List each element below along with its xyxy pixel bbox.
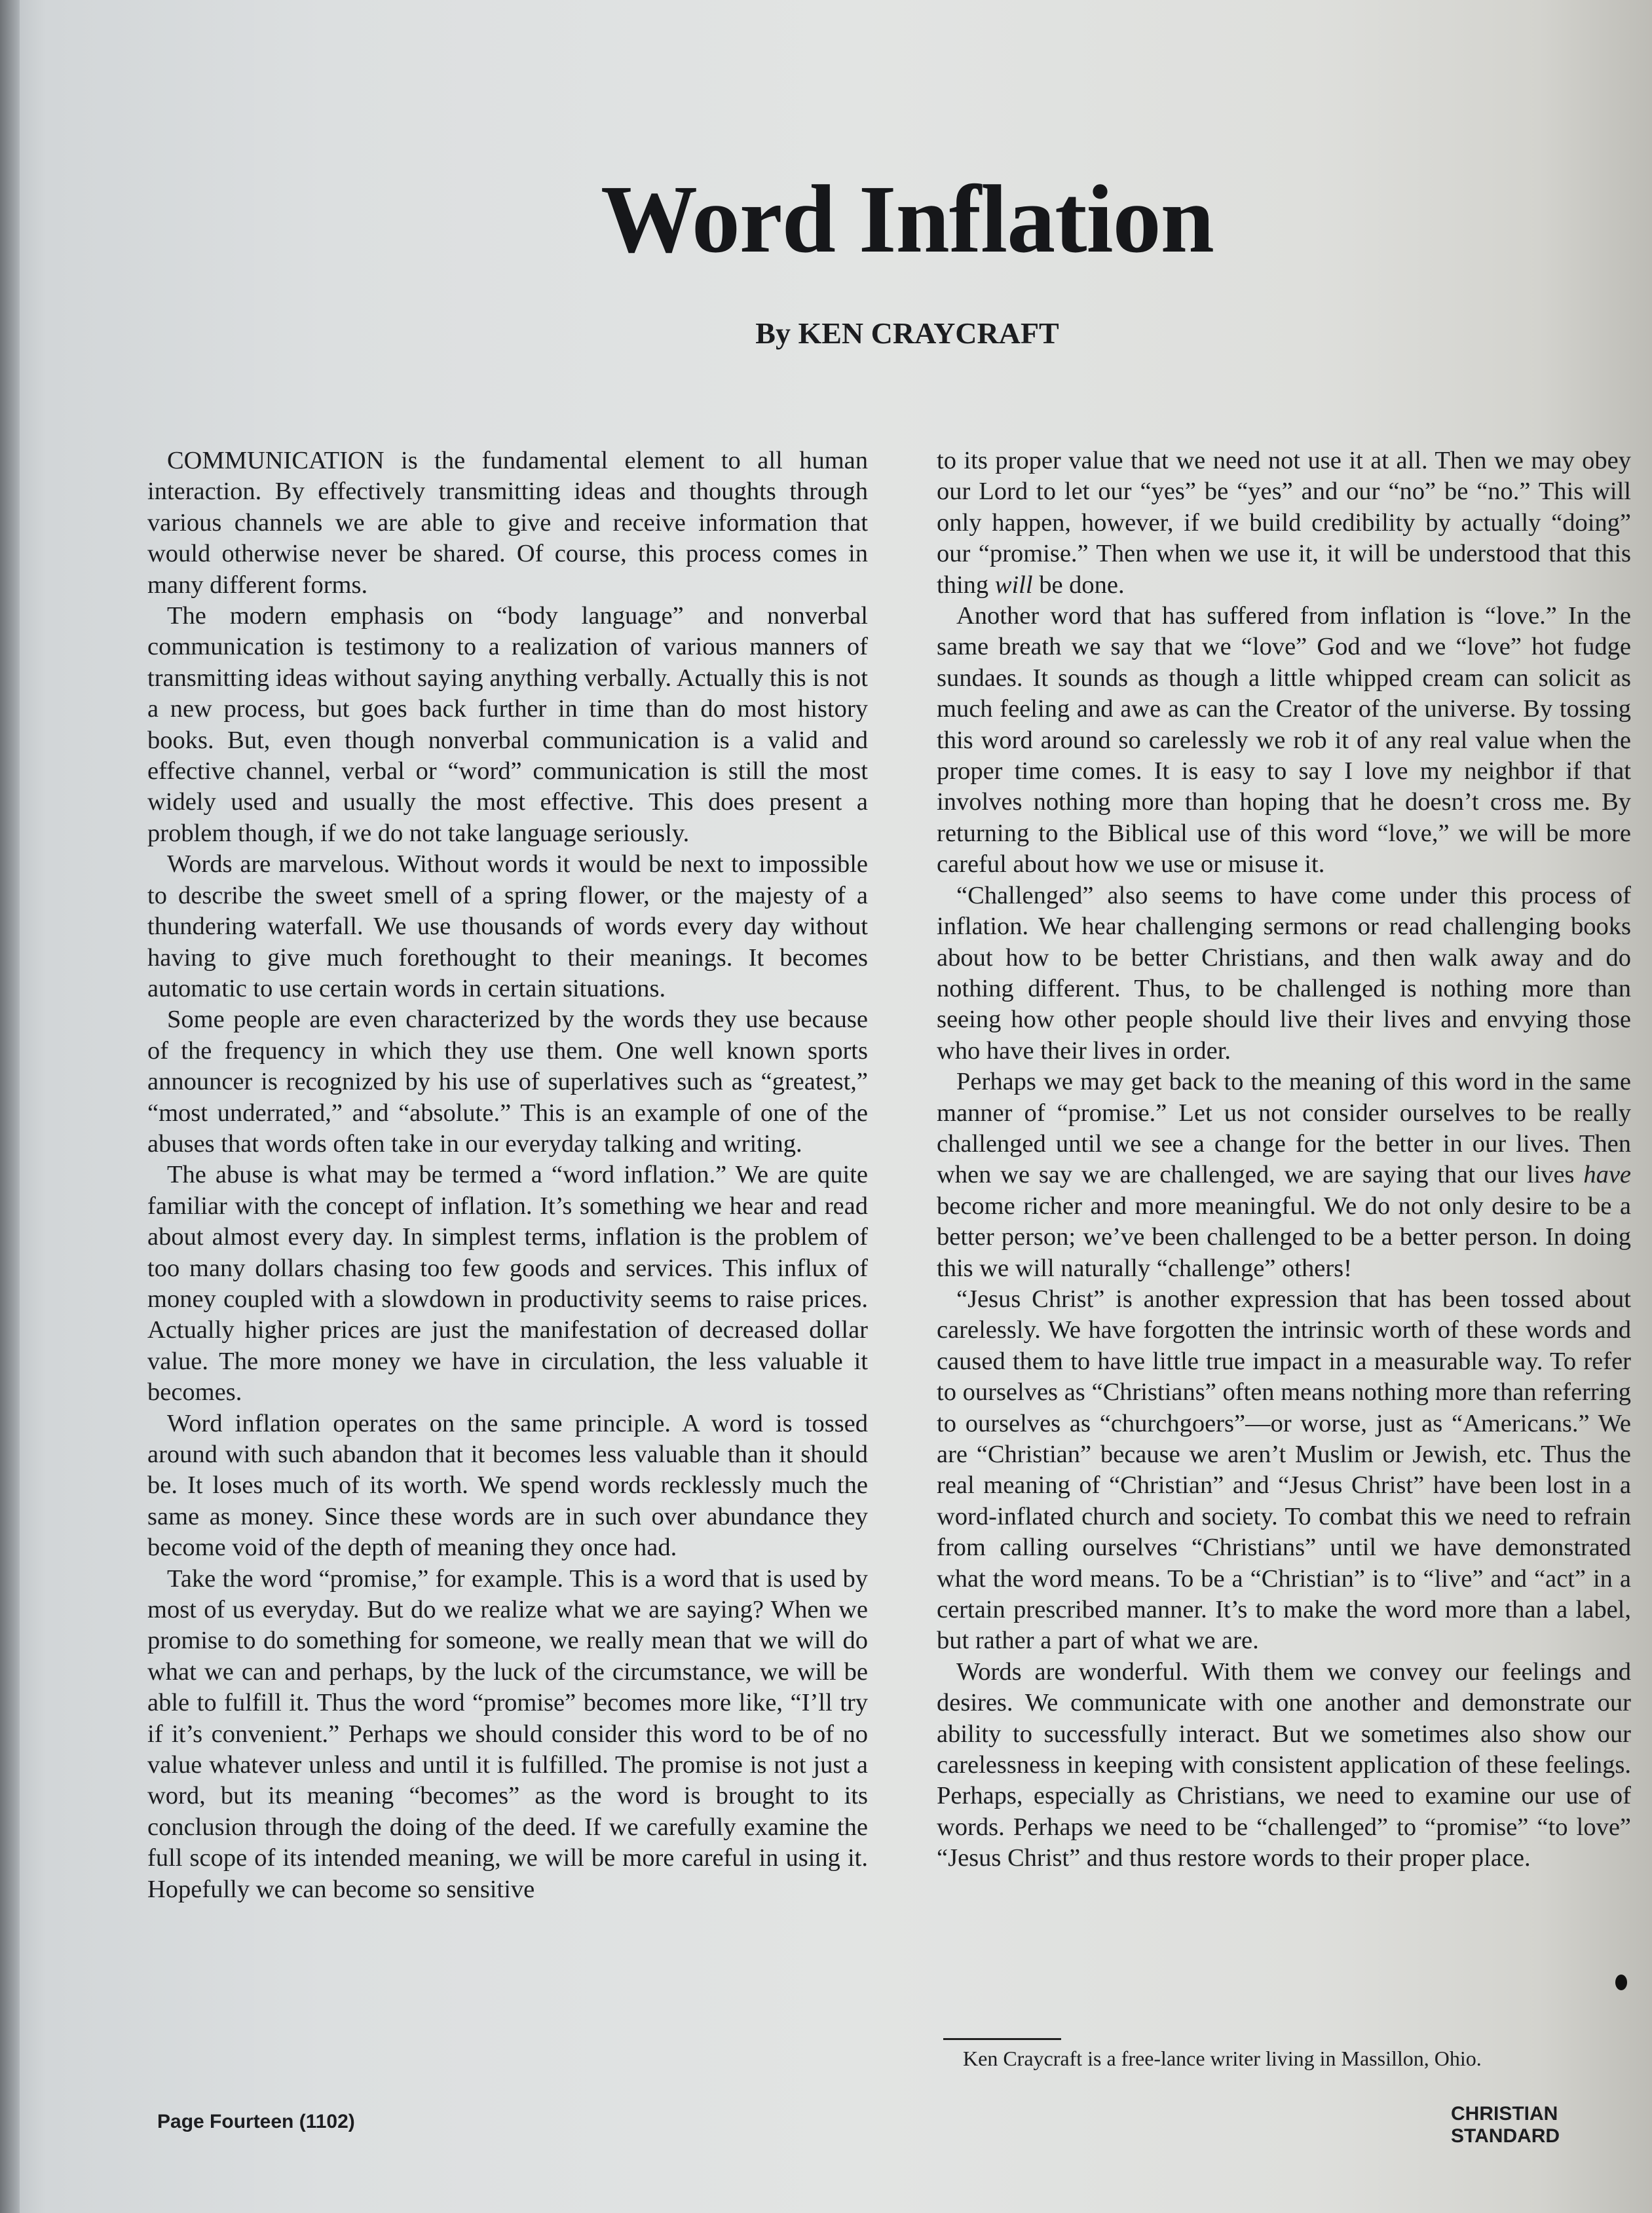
emphasis: have (1583, 1161, 1631, 1189)
article-title: Word Inflation (601, 166, 1214, 273)
text-run: to its proper value that we need not use it at all. Then we may obey our Lord to let our “yes” be “yes” and our “no” be “no.” This will only happen, however, if we build credibility by actually “doing” our “promise.” Then when we use it, it will be understood that this thing (937, 447, 1631, 599)
paragraph: Word inflation operates on the same principle. A word is tossed around with such abandon that it becomes less valuable than it should be. It loses much of its worth. We spend words recklessly much the same as money. Since these words are in such over abundance they become void of the depth of meaning they once had. (147, 1409, 868, 1562)
paragraph: Some people are even characterized by the words they use because of the frequency in which they use them. One well known sports announcer is recognized by his use of superlatives such as “greatest,” “most underrated,” and “absolute.” This is an example of one of the abuses that words often take in our everyday talking and writing. (147, 1006, 868, 1158)
right-column (937, 445, 1631, 1874)
emphasis: will (994, 571, 1033, 599)
text-run: be done. (1032, 571, 1125, 599)
paragraph: Words are marvelous. Without words it would be next to impossible to describe the sweet smell of a spring flower, or the majesty of a thundering waterfall. We use thousands of words every day without having to give much forethought to their meanings. It becomes automatic to use certain words in certain situations. (147, 850, 868, 1002)
paragraph: “Challenged” also seems to have come under this process of inflation. We hear challenging sermons or read challenging books about how to be better Christians, and then walk away and do nothing different. Thus, to be challenged is nothing more than seeing how other people should live their lives and envying those who have their lives in order. (937, 881, 1631, 1065)
paragraph: Another word that has suffered from inflation is “love.” In the same breath we say that we “love” God and we “love” hot fudge sundaes. It sounds as though a little whipped cream can solicit as much feeling and awe as can the Creator of the universe. By tossing this word around so carelessly we rob it of any real value when the proper time comes. It is easy to say I love my neighbor if that involves nothing more than hoping that he doesn’t cross me. By returning to the Biblical use of this word “love,” we will be more careful about how we use or misuse it. (937, 602, 1631, 879)
paragraph: The abuse is what may be termed a “word inflation.” We are quite familiar with the concept of inflation. It’s something we hear and read about almost every day. In simplest terms, inflation is the problem of too many dollars chasing too few goods and services. This influx of money coupled with a slowdown in productivity seems to raise prices. Actually higher prices are just the manifestation of decreased dollar value. The more money we have in circulation, the less valuable it becomes. (147, 1161, 868, 1407)
paragraph-continuation (937, 445, 1631, 601)
left-column (147, 445, 868, 1905)
paragraph: “Jesus Christ” is another expression that has been tossed about carelessly. We have forgotten the intrinsic worth of these words and caused them to have little true impact in a measurable way. To refer to ourselves as “Christians” often means nothing more than referring to ourselves as “churchgoers”—or worse, just as “Americans.” We are “Christian” because we aren’t Muslim or Jewish, etc. Thus the real meaning of “Christian” and “Jesus Christ” have been lost in a word-inflated church and society. To combat this we need to refrain from calling ourselves “Christians” until we have demonstrated what the word means. To be a “Christian” is to “live” and “act” in a certain prescribed manner. It’s to make the word more than a label, but rather a part of what we are. (937, 1285, 1631, 1655)
footnote-rule (943, 2038, 1061, 2040)
article-byline: By KEN CRAYCRAFT (755, 316, 1059, 350)
text-run: become richer and more meaningful. We do not only desire to be a better person; we’ve been challenged to be a better person. In doing this we will naturally “challenge” others! (937, 1192, 1631, 1282)
paragraph: The modern emphasis on “body language” and nonverbal communication is testimony to a realization of various manners of transmitting ideas without saying anything verbally. Actually this is not a new process, but goes back further in time than do most history books. But, even though nonverbal communication is a valid and effective channel, verbal or “word” communication is still the most widely used and usually the most effective. This does present a problem though, if we do not take language seriously. (147, 602, 868, 847)
paragraph: Words are wonderful. With them we convey our feelings and desires. We communicate with one another and demonstrate our ability to successfully interact. But we sometimes also show our carelessness in keeping with consistent application of these feelings. Perhaps, especially as Christians, we need to examine our use of words. Perhaps we need to be “challenged” to “promise” “to love” “Jesus Christ” and thus restore words to their proper place. (937, 1657, 1631, 1872)
end-mark-icon (1615, 1975, 1627, 1990)
page-folio: Page Fourteen (1102) (157, 2111, 355, 2132)
text-run: Perhaps we may get back to the meaning of this word in the same manner of “promise.” Let us not consider ourselves to be really challenged until we see a change for the better in our lives. Then when we say we are challenged, we are saying that our lives (937, 1068, 1631, 1189)
paragraph (937, 1067, 1631, 1284)
paragraph: Take the word “promise,” for example. This is a word that is used by most of us everyday. But do we realize what we are saying? When we promise to do something for someone, we really mean that we will do what we can and perhaps, by the luck of the circumstance, we will be able to fulfill it. Thus the word “promise” becomes more like, “I’ll try if it’s convenient.” Perhaps we should consider this word to be of no value whatever unless and until it is fulfilled. The promise is not just a word, but its meaning “becomes” as the word is brought to its conclusion through the doing of the deed. If we carefully examine the full scope of its intended meaning, we will be more careful in using it. Hopefully we can become so sensitive (147, 1564, 868, 1903)
paragraph: COMMUNICATION is the fundamental element to all human interaction. By effectively transmitting ideas and thoughts through various channels we are able to give and receive information that would otherwise never be shared. Of course, this process comes in many different forms. (147, 447, 868, 599)
author-footnote: Ken Craycraft is a free-lance writer living in Massillon, Ohio. (963, 2047, 1482, 2070)
publication-name: CHRISTIAN STANDARD (1451, 2103, 1560, 2147)
